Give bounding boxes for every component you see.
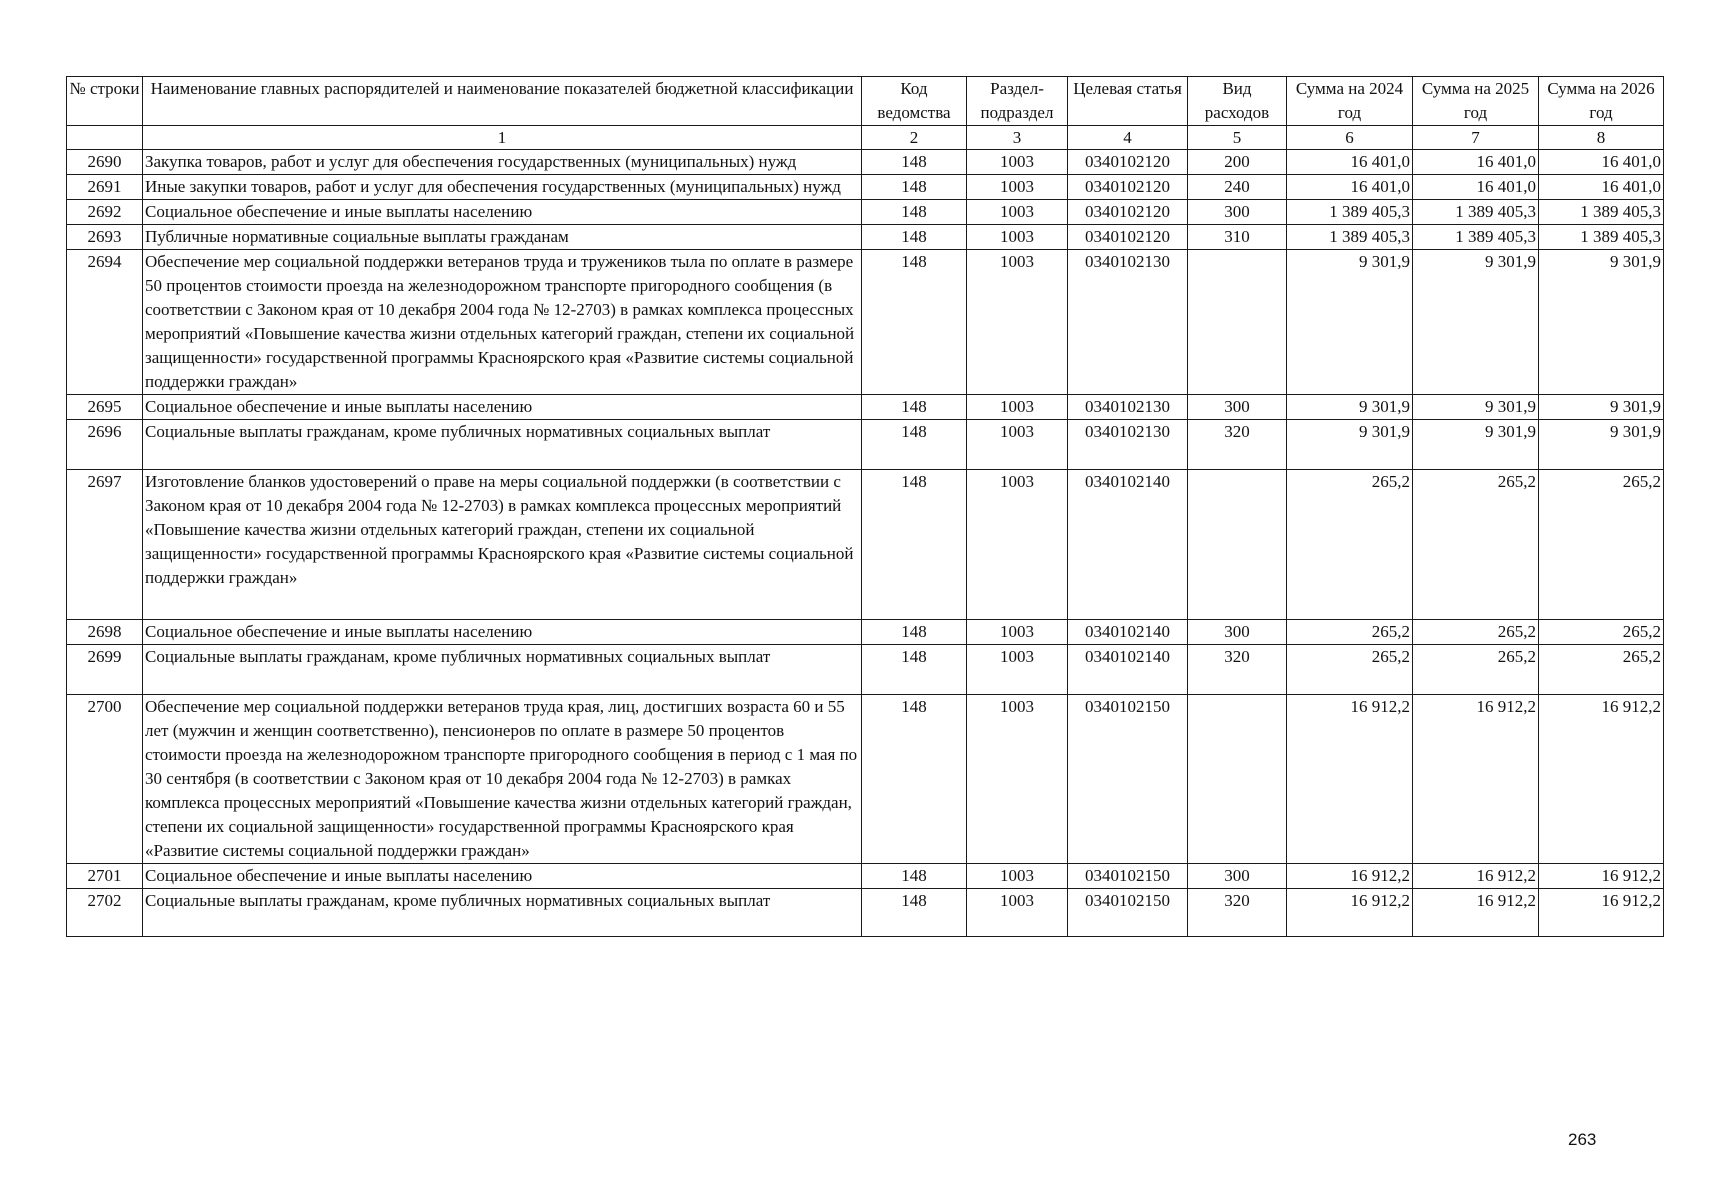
row-expense-type: 320 [1188, 420, 1287, 470]
row-amount-2026: 9 301,9 [1539, 250, 1664, 395]
row-amount-2026: 1 389 405,3 [1539, 200, 1664, 225]
row-amount-2024: 9 301,9 [1287, 420, 1413, 470]
row-amount-2025: 265,2 [1413, 470, 1539, 620]
row-amount-2024: 16 912,2 [1287, 695, 1413, 864]
row-amount-2026: 16 912,2 [1539, 889, 1664, 937]
header-amount-2024: Сумма на 2024 год [1287, 77, 1413, 126]
row-number: 2690 [67, 150, 143, 175]
header-department-code: Код ведомства [862, 77, 967, 126]
row-amount-2025: 9 301,9 [1413, 395, 1539, 420]
row-amount-2024: 16 401,0 [1287, 150, 1413, 175]
row-target-article: 0340102130 [1068, 250, 1188, 395]
row-name: Социальное обеспечение и иные выплаты населению [143, 620, 862, 645]
row-name: Изготовление бланков удостоверений о праве на меры социальной поддержки (в соответствии с Законом края от 10 декабря 2004 года № 12-2703) в рамках комплекса процессных мероприятий «Повышение качества жизни отдельных категорий граждан, степени их социальной защищенности» государственной программы Красноярского края «Развитие системы социальной поддержки граждан» [143, 470, 862, 620]
row-amount-2026: 16 401,0 [1539, 175, 1664, 200]
row-target-article: 0340102120 [1068, 175, 1188, 200]
row-expense-type: 300 [1188, 395, 1287, 420]
header-amount-2025: Сумма на 2025 год [1413, 77, 1539, 126]
row-amount-2025: 1 389 405,3 [1413, 200, 1539, 225]
row-section: 1003 [967, 470, 1068, 620]
row-department-code: 148 [862, 395, 967, 420]
row-department-code: 148 [862, 864, 967, 889]
row-amount-2024: 9 301,9 [1287, 395, 1413, 420]
row-target-article: 0340102150 [1068, 695, 1188, 864]
row-number: 2700 [67, 695, 143, 864]
row-amount-2025: 1 389 405,3 [1413, 225, 1539, 250]
table-row [67, 225, 1664, 250]
column-number: 4 [1068, 126, 1188, 150]
row-target-article: 0340102130 [1068, 420, 1188, 470]
row-name: Социальные выплаты гражданам, кроме публичных нормативных социальных выплат [143, 420, 862, 470]
table-row [67, 420, 1664, 470]
row-department-code: 148 [862, 889, 967, 937]
row-section: 1003 [967, 395, 1068, 420]
row-name: Иные закупки товаров, работ и услуг для обеспечения государственных (муниципальных) нужд [143, 175, 862, 200]
header-row [67, 77, 1664, 126]
table-row [67, 864, 1664, 889]
row-expense-type [1188, 250, 1287, 395]
row-name: Обеспечение мер социальной поддержки ветеранов труда края, лиц, достигших возраста 60 и 55 лет (мужчин и женщин соответственно), пенсионеров по оплате в размере 50 процентов стоимости проезда на железнодорожном транспорте пригородного сообщения в период с 1 мая по 30 сентября (в соответствии с Законом края от 10 декабря 2004 года № 12-2703) в рамках комплекса процессных мероприятий «Повышение качества жизни отдельных категорий граждан, степени их социальной защищенности» государственной программы Красноярского края «Развитие системы социальной поддержки граждан» [143, 695, 862, 864]
row-number: 2693 [67, 225, 143, 250]
row-expense-type [1188, 470, 1287, 620]
row-expense-type: 310 [1188, 225, 1287, 250]
row-section: 1003 [967, 889, 1068, 937]
row-department-code: 148 [862, 250, 967, 395]
row-department-code: 148 [862, 645, 967, 695]
row-amount-2024: 9 301,9 [1287, 250, 1413, 395]
row-section: 1003 [967, 150, 1068, 175]
column-number [67, 126, 143, 150]
row-expense-type: 300 [1188, 200, 1287, 225]
row-amount-2024: 265,2 [1287, 470, 1413, 620]
table-header [67, 77, 1664, 150]
header-section: Раздел-подраздел [967, 77, 1068, 126]
row-amount-2026: 265,2 [1539, 620, 1664, 645]
header-row-number: № строки [67, 77, 143, 126]
row-name: Социальные выплаты гражданам, кроме публичных нормативных социальных выплат [143, 889, 862, 937]
row-name: Социальное обеспечение и иные выплаты населению [143, 864, 862, 889]
column-number: 1 [143, 126, 862, 150]
table-row [67, 470, 1664, 620]
column-number-row [67, 126, 1664, 150]
row-number: 2695 [67, 395, 143, 420]
row-number: 2702 [67, 889, 143, 937]
row-section: 1003 [967, 695, 1068, 864]
row-target-article: 0340102140 [1068, 620, 1188, 645]
row-number: 2691 [67, 175, 143, 200]
row-amount-2026: 265,2 [1539, 470, 1664, 620]
row-amount-2024: 16 912,2 [1287, 889, 1413, 937]
row-amount-2025: 265,2 [1413, 645, 1539, 695]
column-number: 7 [1413, 126, 1539, 150]
row-target-article: 0340102120 [1068, 200, 1188, 225]
row-target-article: 0340102120 [1068, 150, 1188, 175]
row-amount-2026: 16 912,2 [1539, 864, 1664, 889]
header-name: Наименование главных распорядителей и наименование показателей бюджетной классификации [143, 77, 862, 126]
row-amount-2025: 16 912,2 [1413, 695, 1539, 864]
row-expense-type [1188, 695, 1287, 864]
row-number: 2694 [67, 250, 143, 395]
row-amount-2026: 16 912,2 [1539, 695, 1664, 864]
row-amount-2025: 16 912,2 [1413, 889, 1539, 937]
row-number: 2697 [67, 470, 143, 620]
table-row [67, 175, 1664, 200]
row-expense-type: 300 [1188, 864, 1287, 889]
table-row [67, 620, 1664, 645]
row-number: 2692 [67, 200, 143, 225]
row-target-article: 0340102150 [1068, 864, 1188, 889]
row-name: Социальное обеспечение и иные выплаты населению [143, 395, 862, 420]
row-name: Социальные выплаты гражданам, кроме публичных нормативных социальных выплат [143, 645, 862, 695]
column-number: 6 [1287, 126, 1413, 150]
row-amount-2024: 265,2 [1287, 620, 1413, 645]
page-number: 263 [1568, 1130, 1597, 1149]
row-target-article: 0340102120 [1068, 225, 1188, 250]
row-amount-2025: 9 301,9 [1413, 250, 1539, 395]
row-department-code: 148 [862, 695, 967, 864]
row-amount-2025: 16 912,2 [1413, 864, 1539, 889]
budget-table [66, 76, 1664, 937]
row-amount-2024: 265,2 [1287, 645, 1413, 695]
row-section: 1003 [967, 420, 1068, 470]
table-row [67, 150, 1664, 175]
row-section: 1003 [967, 864, 1068, 889]
row-target-article: 0340102140 [1068, 470, 1188, 620]
row-section: 1003 [967, 175, 1068, 200]
row-amount-2025: 16 401,0 [1413, 150, 1539, 175]
row-department-code: 148 [862, 175, 967, 200]
row-section: 1003 [967, 250, 1068, 395]
row-department-code: 148 [862, 420, 967, 470]
row-name: Публичные нормативные социальные выплаты гражданам [143, 225, 862, 250]
row-amount-2026: 16 401,0 [1539, 150, 1664, 175]
row-amount-2026: 9 301,9 [1539, 395, 1664, 420]
row-section: 1003 [967, 620, 1068, 645]
column-number: 3 [967, 126, 1068, 150]
row-amount-2026: 9 301,9 [1539, 420, 1664, 470]
row-amount-2024: 1 389 405,3 [1287, 200, 1413, 225]
table-row [67, 395, 1664, 420]
table-row [67, 250, 1664, 395]
table-row [67, 200, 1664, 225]
header-target-article: Целевая статья [1068, 77, 1188, 126]
row-target-article: 0340102140 [1068, 645, 1188, 695]
row-name: Социальное обеспечение и иные выплаты населению [143, 200, 862, 225]
row-number: 2701 [67, 864, 143, 889]
header-amount-2026: Сумма на 2026 год [1539, 77, 1664, 126]
row-expense-type: 300 [1188, 620, 1287, 645]
table-body [67, 150, 1664, 937]
table-row [67, 645, 1664, 695]
table-row [67, 695, 1664, 864]
row-target-article: 0340102130 [1068, 395, 1188, 420]
row-department-code: 148 [862, 225, 967, 250]
row-expense-type: 200 [1188, 150, 1287, 175]
row-amount-2025: 16 401,0 [1413, 175, 1539, 200]
row-department-code: 148 [862, 620, 967, 645]
row-expense-type: 240 [1188, 175, 1287, 200]
column-number: 2 [862, 126, 967, 150]
row-target-article: 0340102150 [1068, 889, 1188, 937]
row-section: 1003 [967, 200, 1068, 225]
row-department-code: 148 [862, 200, 967, 225]
column-number: 8 [1539, 126, 1664, 150]
table-row [67, 889, 1664, 937]
row-amount-2025: 9 301,9 [1413, 420, 1539, 470]
row-name: Закупка товаров, работ и услуг для обеспечения государственных (муниципальных) нужд [143, 150, 862, 175]
row-section: 1003 [967, 225, 1068, 250]
row-number: 2698 [67, 620, 143, 645]
row-expense-type: 320 [1188, 645, 1287, 695]
header-expense-type: Вид расходов [1188, 77, 1287, 126]
row-amount-2024: 1 389 405,3 [1287, 225, 1413, 250]
row-department-code: 148 [862, 470, 967, 620]
row-expense-type: 320 [1188, 889, 1287, 937]
column-number: 5 [1188, 126, 1287, 150]
row-amount-2026: 1 389 405,3 [1539, 225, 1664, 250]
row-name: Обеспечение мер социальной поддержки ветеранов труда и тружеников тыла по оплате в размере 50 процентов стоимости проезда на железнодорожном транспорте пригородного сообщения (в соответствии с Законом края от 10 декабря 2004 года № 12-2703) в рамках комплекса процессных мероприятий «Повышение качества жизни отдельных категорий граждан, степени их социальной защищенности» государственной программы Красноярского края «Развитие системы социальной поддержки граждан» [143, 250, 862, 395]
row-number: 2699 [67, 645, 143, 695]
row-department-code: 148 [862, 150, 967, 175]
row-amount-2026: 265,2 [1539, 645, 1664, 695]
row-amount-2025: 265,2 [1413, 620, 1539, 645]
row-number: 2696 [67, 420, 143, 470]
row-amount-2024: 16 401,0 [1287, 175, 1413, 200]
row-section: 1003 [967, 645, 1068, 695]
row-amount-2024: 16 912,2 [1287, 864, 1413, 889]
